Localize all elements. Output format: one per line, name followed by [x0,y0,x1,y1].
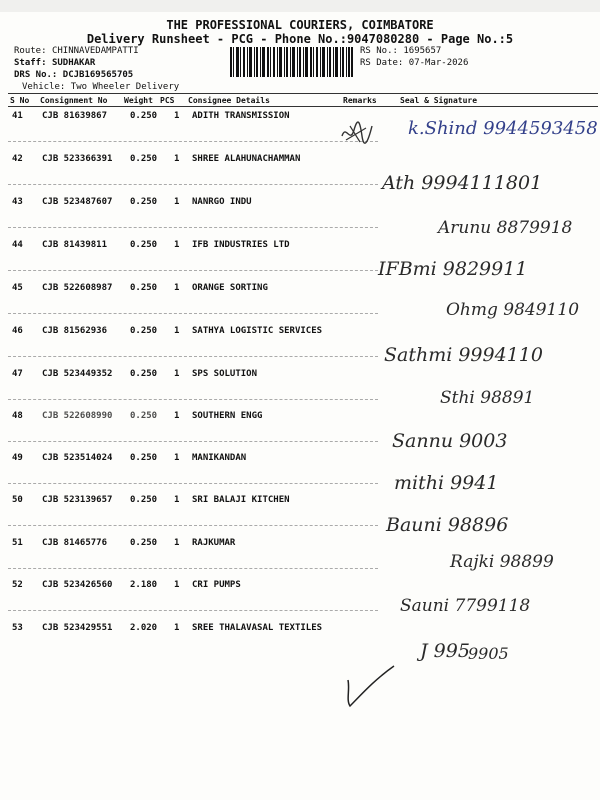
row-weight: 0.250 [130,411,158,421]
vehicle-label: Vehicle: [22,82,66,92]
row-consignee: SOUTHERN ENGG [192,411,263,421]
row-consignment: CJB 522608990 [42,411,113,421]
col-consignee: Consignee Details [188,96,270,105]
barcode [230,47,353,77]
row-divider [8,141,378,142]
row-sno: 41 [12,111,23,121]
drs-label: DRS No.: [14,70,58,80]
table-row [0,495,600,538]
row-consignee: SHREE ALAHUNACHAMMAN [192,154,301,164]
row-consignee: ADITH TRANSMISSION [192,111,290,121]
signature-row-42: Ath 9994111801 [382,172,543,194]
row-consignment: CJB 523514024 [42,453,113,463]
row-consignment: CJB 81562936 [42,326,108,336]
runsheet-title: Delivery Runsheet - PCG - Phone No.:9047080280 - Page No.:5 [86,32,514,46]
row-pcs: 1 [174,111,180,121]
row-pcs: 1 [174,240,180,250]
row-pcs: 1 [174,197,180,207]
signature-row-48: Sannu 9003 [392,430,508,452]
row-sno: 47 [12,369,23,379]
signature-row-41: k.Shind 9944593458 [408,118,598,139]
row-weight: 0.250 [130,154,158,164]
row-pcs: 1 [174,326,180,336]
row-consignment: CJB 523366391 [42,154,113,164]
route-value: CHINNAVEDAMPATTI [51,46,139,56]
signature-row-43: Arunu 8879918 [438,218,573,238]
row-consignment: CJB 523429551 [42,623,113,633]
row-consignee: SREE THALAVASAL TEXTILES [192,623,323,633]
drs-line [14,70,133,80]
row-pcs: 1 [174,453,180,463]
row-sno: 52 [12,580,23,590]
row-consignee: MANIKANDAN [192,453,247,463]
row-divider [8,270,378,271]
signature-row-53: J 995 [420,640,470,662]
company-title: THE PROFESSIONAL COURIERS, COIMBATORE [166,18,434,32]
route-label: Route: [14,46,47,56]
col-remarks: Remarks [343,96,377,105]
signature-row-53-number: 9905 [468,644,509,663]
row-divider [8,483,378,484]
row-divider [8,441,378,442]
row-consignment: CJB 523139657 [42,495,113,505]
row-weight: 0.250 [130,495,158,505]
table-row [0,453,600,496]
rs-no-value: 1695657 [403,46,442,56]
row-consignee: SRI BALAJI KITCHEN [192,495,290,505]
signature-row-52: Sauni 7799118 [400,596,531,616]
row-pcs: 1 [174,411,180,421]
row-consignee: CRI PUMPS [192,580,241,590]
row-divider [8,356,378,357]
row-weight: 0.250 [130,453,158,463]
row-weight: 0.250 [130,369,158,379]
table-row [0,411,600,454]
row-consignment: CJB 522608987 [42,283,113,293]
row-sno: 50 [12,495,23,505]
row-sno: 45 [12,283,23,293]
row-pcs: 1 [174,538,180,548]
row-consignment: CJB 81465776 [42,538,108,548]
col-sno: S No [10,96,30,105]
drs-value: DCJB169565705 [62,70,134,80]
row-sno: 53 [12,623,23,633]
row-divider [8,399,378,400]
row-divider [8,610,378,611]
row-divider [8,184,378,185]
row-divider [8,568,378,569]
row-divider [8,313,378,314]
table-top-rule [8,93,598,94]
signature-row-47: Sthi 98891 [440,388,535,408]
row-weight: 0.250 [130,240,158,250]
row-sno: 43 [12,197,23,207]
row-divider [8,525,378,526]
row-weight: 0.250 [130,326,158,336]
row-pcs: 1 [174,154,180,164]
col-consignment: Consignment No [40,96,108,105]
row-pcs: 1 [174,495,180,505]
rs-no-line [360,46,441,56]
vehicle-line [22,82,179,92]
row-consignment: CJB 523426560 [42,580,113,590]
row-weight: 0.250 [130,283,158,293]
signature-row-49: mithi 9941 [394,472,499,494]
row-sno: 51 [12,538,23,548]
rs-no-label: RS No.: [360,46,398,56]
signature-row-50: Bauni 98896 [386,514,509,536]
row-consignee: ORANGE SORTING [192,283,268,293]
row-pcs: 1 [174,369,180,379]
row-weight: 0.250 [130,111,158,121]
row-sno: 46 [12,326,23,336]
row-pcs: 1 [174,283,180,293]
row-sno: 42 [12,154,23,164]
col-seal: Seal & Signature [400,96,478,105]
row-weight: 0.250 [130,197,158,207]
row-consignment: CJB 523487607 [42,197,113,207]
table-header-rule [8,106,598,107]
vehicle-value: Two Wheeler Delivery [70,82,180,92]
row-sno: 44 [12,240,23,250]
row-consignment: CJB 81639867 [42,111,108,121]
rs-date-line [360,58,468,68]
route-line [14,46,139,56]
staff-value: SUDHAKAR [51,58,96,68]
rs-date-label: RS Date: [360,58,404,68]
rs-date-value: 07-Mar-2026 [408,58,469,68]
row-weight: 0.250 [130,538,158,548]
row-weight: 2.020 [130,623,158,633]
row-consignee: RAJKUMAR [192,538,236,548]
col-weight: Weight [124,96,153,105]
signature-row-44: IFBmi 9829911 [378,258,528,280]
row-sno: 49 [12,453,23,463]
row-sno: 48 [12,411,23,421]
row-consignment: CJB 523449352 [42,369,113,379]
remarks-scribble [338,118,378,148]
row-pcs: 1 [174,623,180,633]
row-consignee: SATHYA LOGISTIC SERVICES [192,326,323,336]
row-weight: 2.180 [130,580,158,590]
row-consignee: IFB INDUSTRIES LTD [192,240,290,250]
checkmark-stroke [338,660,398,710]
signature-row-45: Ohmg 9849110 [446,300,580,320]
row-consignment: CJB 81439811 [42,240,108,250]
staff-line [14,58,95,68]
signature-row-51: Rajki 98899 [450,552,554,572]
row-pcs: 1 [174,580,180,590]
row-consignee: NANRGO INDU [192,197,252,207]
row-consignee: SPS SOLUTION [192,369,258,379]
table-row [0,623,600,666]
col-pcs: PCS [160,96,175,105]
scan-shadow [0,0,600,12]
staff-label: Staff: [14,58,47,68]
signature-row-46: Sathmi 9994110 [384,344,543,366]
row-divider [8,227,378,228]
